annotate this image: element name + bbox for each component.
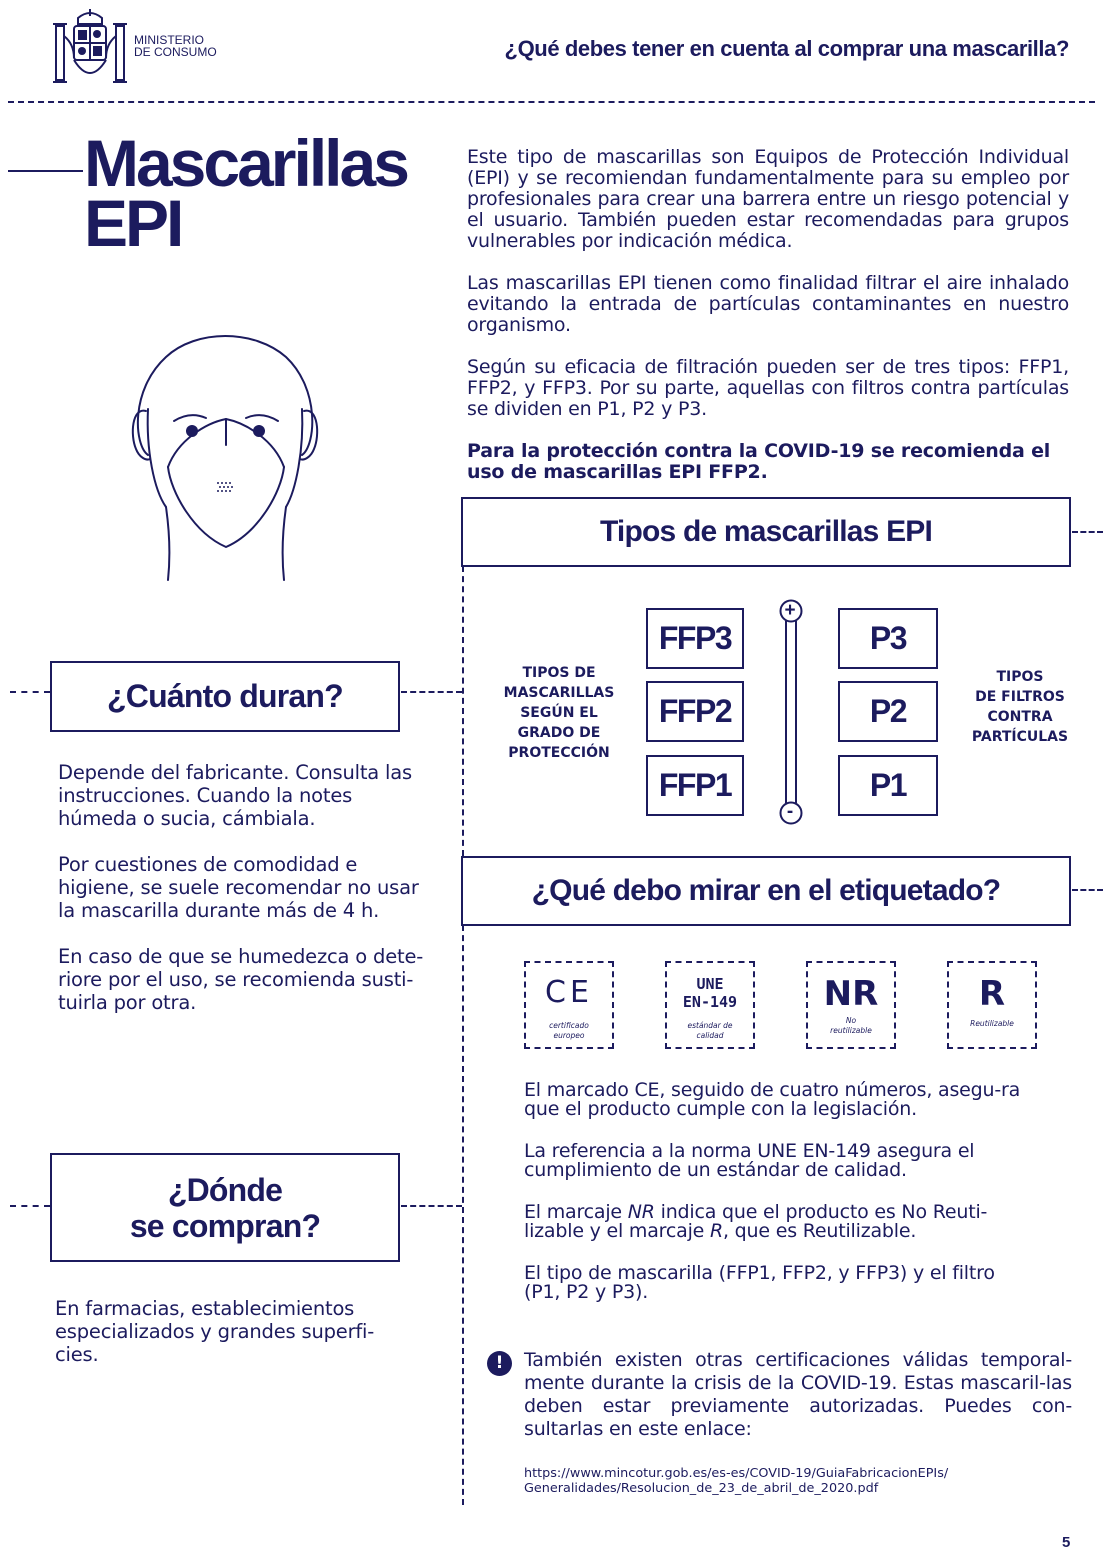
filter-types-label-line4: PARTÍCULAS: [971, 729, 1069, 745]
mask-types-label-line2: MASCARILLAS: [503, 685, 615, 701]
page-title-line1: Mascarillas: [84, 126, 407, 200]
r-mark: R: [978, 974, 1006, 1014]
filter-types-label-line3: CONTRA: [987, 709, 1053, 725]
duration-connector-left: [10, 691, 50, 693]
mask-types-label: [494, 663, 624, 763]
labels-heading-box: [461, 856, 1071, 926]
protection-scale: [776, 599, 806, 825]
intro-paragraph-1: Este tipo de mascarillas son Equipos de Protección Individual (EPI) y se recomiendan fundamentalmente para su empleo por profesionales para crear una barrera entre un riesgo potencial y el usuario. También pueden estar recomendadas para grupos vulnerables por indicación médica.: [467, 146, 1069, 252]
exclamation-glyph: !: [495, 1353, 504, 1373]
where-heading-line2: se compran?: [129, 1207, 321, 1244]
ce-mark-caption: certificado europeo: [549, 1021, 589, 1040]
ministry-name-line1: MINISTERIO: [134, 33, 205, 47]
cert-ce-badge: [524, 961, 614, 1049]
intro-bold-recommendation: Para la protección contra la COVID-19 se recomienda el uso de mascarillas EPI FFP2.: [467, 440, 1051, 483]
labels-paragraph-ce: El marcado CE, seguido de cuatro números, asegu-ra que el producto cumple con la legislación.: [524, 1079, 1021, 1120]
filter-code-p1: P1: [838, 755, 938, 816]
header-divider: [8, 101, 1095, 103]
where-heading-line1: ¿Dónde: [167, 1171, 283, 1208]
types-connector-right: [1072, 531, 1103, 533]
duration-heading-box: [50, 661, 400, 732]
labels-text: [524, 1081, 1036, 1302]
ministry-name-line2: DE CONSUMO: [134, 45, 217, 59]
filter-types-label: [962, 667, 1078, 747]
duration-text: [58, 761, 428, 1014]
labels-nr-pre: El marcaje: [524, 1201, 628, 1223]
exclamation-icon: [487, 1351, 512, 1376]
types-heading-box: [461, 497, 1071, 567]
filter-types-label-line1: TIPOS: [996, 669, 1044, 685]
mask-code-ffp1: FFP1: [646, 755, 744, 816]
nr-mark-caption: No reutilizable: [830, 1016, 872, 1035]
une-mark-line1: UNE: [696, 975, 724, 993]
labels-paragraph-nr: [524, 1203, 1036, 1241]
mask-code-ffp2: FFP2: [646, 681, 744, 742]
labels-r-em: R: [709, 1220, 723, 1242]
intro-paragraph-2: Las mascarillas EPI tienen como finalidad filtrar el aire inhalado evitando la entrada de partículas contaminantes en nuestro organismo.: [467, 272, 1069, 336]
where-connector-left: [10, 1205, 50, 1207]
mask-types-label-line5: PROTECCIÓN: [508, 745, 610, 761]
filter-types-label-line2: DE FILTROS: [975, 689, 1065, 705]
labels-nr-mid: indica que el producto es No Reuti-lizable y el marcaje: [524, 1201, 988, 1242]
mask-code-ffp3: FFP3: [646, 608, 744, 669]
labels-paragraph-types: El tipo de mascarilla (FFP1, FFP2, y FFP3) y el filtro (P1, P2 y P3).: [524, 1262, 995, 1303]
mask-types-label-line1: TIPOS DE: [522, 665, 596, 681]
cert-une-badge: [665, 961, 755, 1049]
mask-types-label-line3: SEGÚN EL: [520, 705, 598, 721]
labels-nr-em: NR: [627, 1201, 655, 1223]
duration-connector-right: [401, 691, 462, 693]
page-title-line2: EPI: [84, 186, 182, 260]
face-mask-illustration: [126, 325, 326, 585]
duration-paragraph-3: En caso de que se humedezca o dete-riore por el uso, se recomienda susti-tuirla por otra.: [58, 945, 424, 1014]
ministry-logo: [50, 8, 230, 90]
intro-paragraph-3: Según su eficacia de filtración pueden ser de tres tipos: FFP1, FFP2, y FFP3. Por su parte, aquellas con filtros contra partículas se dividen en P1, P2 y P3.: [467, 356, 1069, 420]
coat-of-arms-icon: [50, 8, 130, 90]
filter-code-p2: P2: [838, 681, 938, 742]
where-heading-box: [50, 1153, 400, 1262]
central-divider-lower: [462, 925, 464, 1505]
header-question: ¿Qué debes tener en cuenta al comprar una mascarilla?: [504, 36, 1069, 61]
cert-nr-badge: [806, 961, 896, 1049]
une-mark-caption: estándar de calidad: [687, 1021, 733, 1040]
intro-text: [467, 147, 1069, 483]
source-link-line1[interactable]: https://www.mincotur.gob.es/es-es/COVID-19/GuiaFabricacionEPIs/: [524, 1466, 949, 1481]
labels-nr-post: , que es Reutilizable.: [723, 1220, 917, 1242]
ce-mark: CE: [545, 975, 593, 1010]
source-link-line2[interactable]: Generalidades/Resolucion_de_23_de_abril_de_2020.pdf: [524, 1481, 879, 1496]
central-divider: [462, 566, 464, 856]
duration-paragraph-1: Depende del fabricante. Consulta las instrucciones. Cuando la notes húmeda o sucia, cámbiala.: [58, 761, 412, 830]
types-heading: Tipos de mascarillas EPI: [599, 515, 933, 548]
page-title: [84, 126, 407, 260]
labels-paragraph-une: La referencia a la norma UNE EN-149 asegura el cumplimiento de un estándar de calidad.: [524, 1140, 975, 1181]
cert-r-badge: [947, 961, 1037, 1049]
filter-code-p3: P3: [838, 608, 938, 669]
where-connector-right: [401, 1205, 462, 1207]
labels-heading: ¿Qué debo mirar en el etiquetado?: [531, 874, 1001, 907]
source-link[interactable]: [524, 1466, 1084, 1496]
where-text: En farmacias, establecimientos especializados y grandes superfi-cies.: [55, 1297, 375, 1366]
labels-connector-right: [1072, 889, 1103, 891]
page-number: 5: [1062, 1534, 1071, 1551]
duration-paragraph-2: Por cuestiones de comodidad e higiene, se suele recomendar no usar la mascarilla durante más de 4 h.: [58, 853, 419, 922]
notice-text: También existen otras certificaciones válidas temporal-mente durante la crisis de la COVID-19. Estas mascaril-las deben estar previamente autorizadas. Puedes con-sultarlas en este enlace:: [524, 1349, 1072, 1440]
duration-heading: ¿Cuánto duran?: [107, 678, 343, 714]
une-mark-line2: EN-149: [682, 993, 738, 1011]
title-rule: [8, 170, 83, 172]
r-mark-caption: Reutilizable: [970, 1019, 1014, 1028]
nr-mark: NR: [823, 974, 879, 1014]
mask-types-label-line4: GRADO DE: [517, 725, 601, 741]
scale-minus-icon: -: [786, 801, 794, 822]
scale-plus-icon: +: [784, 600, 796, 621]
